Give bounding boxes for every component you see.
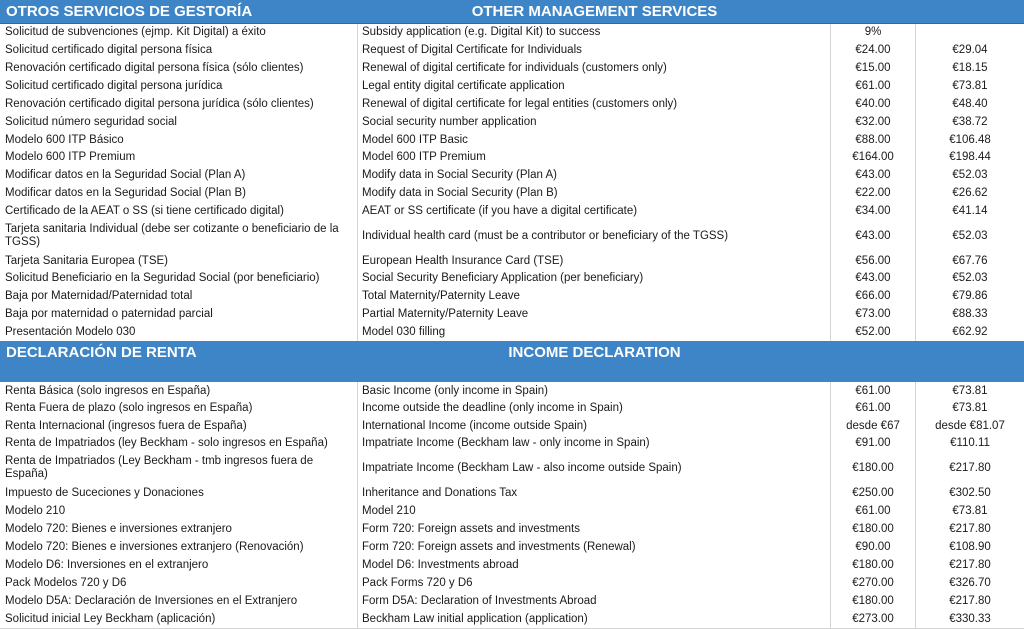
service-name-es: Renta de Impatriados (ley Beckham - solo ingresos en España) bbox=[0, 435, 358, 452]
section-title-en: OTHER MANAGEMENT SERVICES bbox=[471, 3, 718, 20]
price-with-vat: €38.72 bbox=[952, 115, 988, 128]
price-net: €270.00 bbox=[831, 574, 916, 592]
service-name-en: Form D5A: Declaration of Investments Abroad bbox=[358, 592, 831, 610]
service-name-es: Solicitud certificado digital persona física bbox=[0, 41, 358, 59]
service-name-en: Inheritance and Donations Tax bbox=[358, 484, 831, 502]
service-name-en: Modify data in Social Security (Plan A) bbox=[358, 166, 831, 184]
table-row bbox=[0, 113, 1024, 132]
price-with-vat: €110.11 bbox=[950, 437, 990, 449]
service-name-en: Model 600 ITP Basic bbox=[358, 131, 831, 149]
table-row bbox=[0, 538, 1024, 557]
service-name-en: Model 210 bbox=[358, 502, 831, 520]
service-name-en: European Health Insurance Card (TSE) bbox=[358, 252, 831, 270]
service-name-es: Renta Básica (solo ingresos en España) bbox=[0, 382, 358, 400]
section-header-band bbox=[0, 0, 1024, 24]
table-row bbox=[0, 323, 1024, 342]
price-net: €273.00 bbox=[831, 610, 916, 628]
table-row bbox=[0, 41, 1024, 60]
price-net: €66.00 bbox=[831, 287, 916, 305]
table-row bbox=[0, 184, 1024, 203]
service-name-en: Basic Income (only income in Spain) bbox=[358, 382, 831, 400]
price-with-vat: €26.62 bbox=[952, 186, 988, 199]
service-name-en: Social security number application bbox=[358, 113, 831, 131]
service-name-en: International Income (income outside Spain) bbox=[358, 417, 831, 435]
table-row bbox=[0, 166, 1024, 185]
service-name-en: Model 030 filling bbox=[358, 323, 831, 341]
table-row bbox=[0, 592, 1024, 611]
price-net: €73.00 bbox=[831, 305, 916, 323]
table-row bbox=[0, 131, 1024, 150]
section-title-es: OTROS SERVICIOS DE GESTORÍA bbox=[6, 3, 253, 20]
price-with-vat: €52.03 bbox=[952, 272, 988, 284]
price-with-vat bbox=[916, 24, 1024, 41]
price-net: €22.00 bbox=[831, 184, 916, 202]
price-with-vat: €108.90 bbox=[949, 540, 991, 553]
service-name-en: Renewal of digital certificate for legal entities (customers only) bbox=[358, 95, 831, 113]
table-row bbox=[0, 452, 1024, 485]
table-row bbox=[0, 502, 1024, 521]
service-name-es: Presentación Modelo 030 bbox=[0, 323, 358, 341]
price-net: €164.00 bbox=[831, 149, 916, 166]
service-name-es: Modelo D5A: Declaración de Inversiones en el Extranjero bbox=[0, 592, 358, 610]
service-name-en: AEAT or SS certificate (if you have a digital certificate) bbox=[358, 202, 831, 220]
table-row bbox=[0, 382, 1024, 401]
table-row bbox=[0, 484, 1024, 503]
table-row bbox=[0, 400, 1024, 418]
service-name-es: Certificado de la AEAT o SS (si tiene certificado digital) bbox=[0, 202, 358, 220]
price-net: €61.00 bbox=[831, 382, 916, 400]
price-with-vat: €73.81 bbox=[952, 79, 988, 92]
price-net: €15.00 bbox=[831, 59, 916, 77]
price-with-vat: €48.40 bbox=[952, 97, 988, 110]
table-row bbox=[0, 252, 1024, 271]
service-name-es: Baja por Maternidad/Paternidad total bbox=[0, 287, 358, 305]
service-name-en: Form 720: Foreign assets and investments (Renewal) bbox=[358, 538, 831, 556]
price-with-vat: €73.81 bbox=[952, 402, 988, 414]
price-with-vat: €302.50 bbox=[949, 486, 991, 499]
price-net: €32.00 bbox=[831, 113, 916, 131]
service-name-en: Request of Digital Certificate for Individuals bbox=[358, 41, 831, 59]
service-name-es: Modelo 600 ITP Básico bbox=[0, 131, 358, 149]
table-row bbox=[0, 556, 1024, 575]
price-with-vat: €29.04 bbox=[952, 43, 988, 56]
service-name-en: Model 600 ITP Premium bbox=[358, 149, 831, 166]
price-with-vat: €18.15 bbox=[952, 61, 988, 74]
service-name-es: Renta Fuera de plazo (solo ingresos en España) bbox=[0, 400, 358, 417]
price-with-vat: €73.81 bbox=[952, 384, 988, 397]
service-name-es: Modelo 210 bbox=[0, 502, 358, 520]
price-net: €43.00 bbox=[831, 166, 916, 184]
service-name-es: Modificar datos en la Seguridad Social (Plan A) bbox=[0, 166, 358, 184]
table-row bbox=[0, 610, 1024, 629]
price-net: €56.00 bbox=[831, 252, 916, 270]
price-with-vat: desde €81.07 bbox=[935, 419, 1005, 432]
service-name-es: Solicitud Beneficiario en la Seguridad Social (por beneficiario) bbox=[0, 270, 358, 287]
price-net: €180.00 bbox=[831, 520, 916, 538]
service-name-es: Pack Modelos 720 y D6 bbox=[0, 574, 358, 592]
table-row bbox=[0, 220, 1024, 253]
table-row bbox=[0, 305, 1024, 324]
service-name-en: Income outside the deadline (only income in Spain) bbox=[358, 400, 831, 417]
price-net: €88.00 bbox=[831, 131, 916, 149]
service-name-en: Beckham Law initial application (application) bbox=[358, 610, 831, 628]
service-name-es: Impuesto de Suceciones y Donaciones bbox=[0, 484, 358, 502]
service-name-en: Impatriate Income (Beckham Law - also income outside Spain) bbox=[358, 452, 831, 484]
price-with-vat: €52.03 bbox=[952, 168, 988, 181]
price-with-vat: €62.92 bbox=[952, 325, 988, 338]
service-name-es: Solicitud inicial Ley Beckham (aplicación) bbox=[0, 610, 358, 628]
table-row bbox=[0, 77, 1024, 96]
price-net: €180.00 bbox=[831, 556, 916, 574]
service-name-en: Pack Forms 720 y D6 bbox=[358, 574, 831, 592]
price-net: €61.00 bbox=[831, 502, 916, 520]
price-net: 9% bbox=[831, 24, 916, 41]
service-name-es: Modelo 720: Bienes e inversiones extranjero bbox=[0, 520, 358, 538]
price-net: €40.00 bbox=[831, 95, 916, 113]
table-row bbox=[0, 417, 1024, 436]
price-with-vat: €217.80 bbox=[949, 558, 991, 571]
price-with-vat: €88.33 bbox=[952, 307, 988, 320]
service-name-en: Total Maternity/Paternity Leave bbox=[358, 287, 831, 305]
section-title-es: DECLARACIÓN DE RENTA bbox=[6, 344, 197, 361]
service-name-es: Solicitud certificado digital persona jurídica bbox=[0, 77, 358, 95]
table-row bbox=[0, 202, 1024, 221]
price-net: €180.00 bbox=[831, 592, 916, 610]
section-header-band bbox=[0, 341, 1024, 383]
price-with-vat: €79.86 bbox=[952, 289, 988, 302]
price-with-vat: €217.80 bbox=[949, 594, 991, 607]
price-net: €250.00 bbox=[831, 484, 916, 502]
price-net: €180.00 bbox=[831, 452, 916, 484]
service-name-es: Renta Internacional (ingresos fuera de España) bbox=[0, 417, 358, 435]
service-name-en: Impatriate Income (Beckham law - only income in Spain) bbox=[358, 435, 831, 452]
table-row bbox=[0, 59, 1024, 78]
price-with-vat: €73.81 bbox=[952, 504, 988, 517]
price-with-vat: €198.44 bbox=[949, 151, 991, 163]
price-net: €43.00 bbox=[831, 270, 916, 287]
service-name-en: Subsidy application (e.g. Digital Kit) to success bbox=[358, 24, 831, 41]
price-net: €24.00 bbox=[831, 41, 916, 59]
service-name-en: Legal entity digital certificate application bbox=[358, 77, 831, 95]
price-net: €90.00 bbox=[831, 538, 916, 556]
service-name-es: Solicitud de subvenciones (ejmp. Kit Digital) a éxito bbox=[0, 24, 358, 41]
price-with-vat: €52.03 bbox=[952, 229, 988, 242]
price-with-vat: €326.70 bbox=[949, 576, 991, 589]
service-name-es: Renovación certificado digital persona física (sólo clientes) bbox=[0, 59, 358, 77]
service-name-es: Tarjeta sanitaria Individual (debe ser cotizante o beneficiario de la TGSS) bbox=[0, 220, 358, 252]
table-row bbox=[0, 574, 1024, 593]
price-net: €91.00 bbox=[831, 435, 916, 452]
price-net: €43.00 bbox=[831, 220, 916, 252]
service-name-es: Renovación certificado digital persona jurídica (sólo clientes) bbox=[0, 95, 358, 113]
price-net: €34.00 bbox=[831, 202, 916, 220]
table-row bbox=[0, 95, 1024, 114]
service-name-es: Baja por maternidad o paternidad parcial bbox=[0, 305, 358, 323]
service-name-es: Modelo 600 ITP Premium bbox=[0, 149, 358, 166]
service-name-en: Partial Maternity/Paternity Leave bbox=[358, 305, 831, 323]
table-row bbox=[0, 287, 1024, 306]
price-net: desde €67 bbox=[831, 417, 916, 435]
service-name-en: Form 720: Foreign assets and investments bbox=[358, 520, 831, 538]
service-name-es: Modelo 720: Bienes e inversiones extranjero (Renovación) bbox=[0, 538, 358, 556]
service-name-es: Tarjeta Sanitaria Europea (TSE) bbox=[0, 252, 358, 270]
service-name-es: Solicitud número seguridad social bbox=[0, 113, 358, 131]
price-net: €61.00 bbox=[831, 77, 916, 95]
section-title-en: INCOME DECLARATION bbox=[508, 344, 681, 361]
service-name-en: Individual health card (must be a contributor or beneficiary of the TGSS) bbox=[358, 220, 831, 252]
table-row bbox=[0, 270, 1024, 288]
service-name-en: Modify data in Social Security (Plan B) bbox=[358, 184, 831, 202]
price-with-vat: €106.48 bbox=[949, 133, 991, 146]
price-with-vat: €330.33 bbox=[949, 612, 991, 625]
service-name-en: Social Security Beneficiary Application (per beneficiary) bbox=[358, 270, 831, 287]
table-row bbox=[0, 520, 1024, 539]
service-name-es: Renta de Impatriados (Ley Beckham - tmb ingresos fuera de España) bbox=[0, 452, 358, 484]
service-name-es: Modelo D6: Inversiones en el extranjero bbox=[0, 556, 358, 574]
price-with-vat: €217.80 bbox=[949, 461, 991, 474]
price-net: €61.00 bbox=[831, 400, 916, 417]
price-with-vat: €41.14 bbox=[952, 204, 988, 217]
price-net: €52.00 bbox=[831, 323, 916, 341]
service-name-en: Renewal of digital certificate for individuals (customers only) bbox=[358, 59, 831, 77]
table-row bbox=[0, 24, 1024, 42]
table-row bbox=[0, 435, 1024, 453]
price-with-vat: €67.76 bbox=[952, 254, 988, 267]
service-name-es: Modificar datos en la Seguridad Social (Plan B) bbox=[0, 184, 358, 202]
price-with-vat: €217.80 bbox=[949, 522, 991, 535]
table-row bbox=[0, 149, 1024, 167]
service-name-en: Model D6: Investments abroad bbox=[358, 556, 831, 574]
